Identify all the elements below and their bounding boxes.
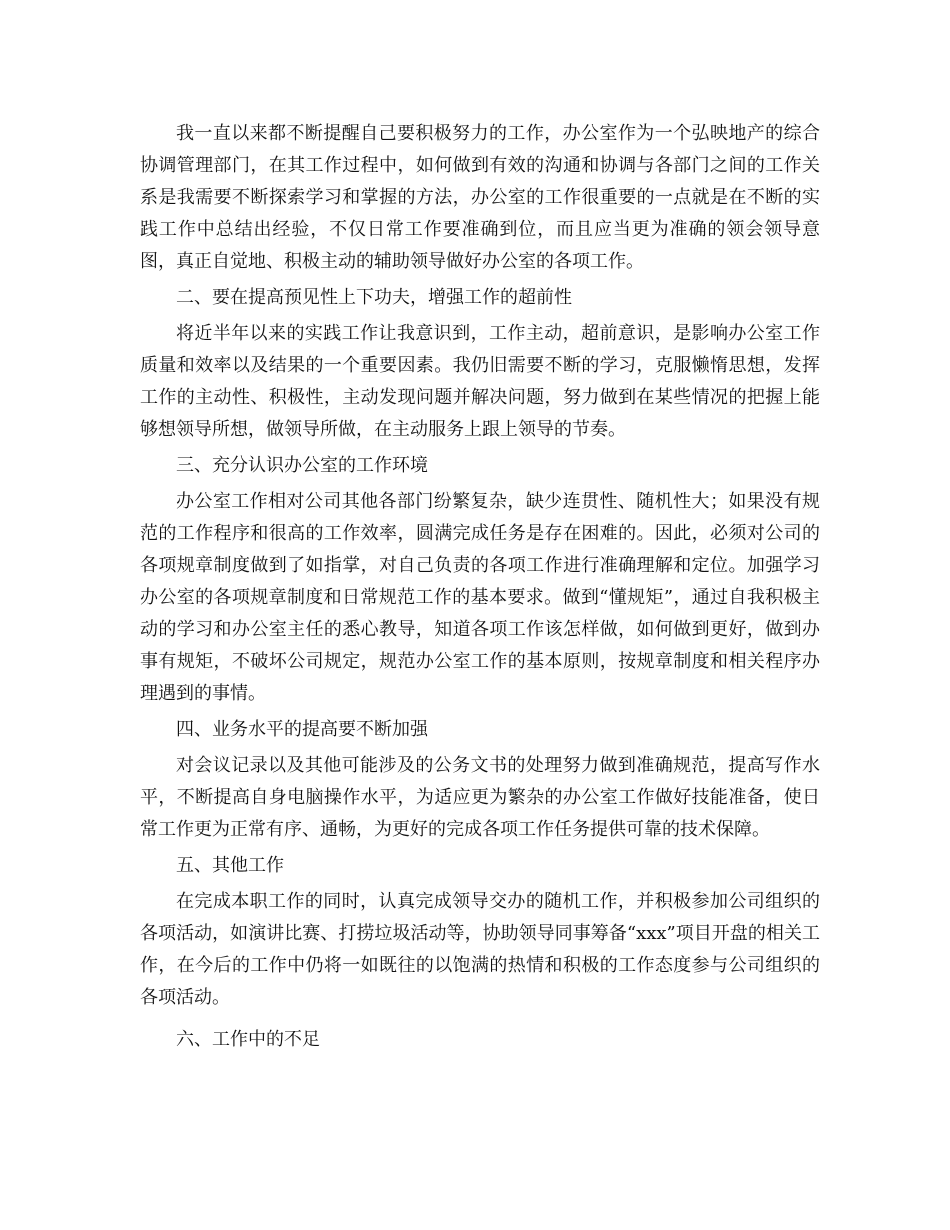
paragraph-4: 对会议记录以及其他可能涉及的公务文书的处理努力做到准确规范，提高写作水平，不断提高自身电脑操作水平，为适应更为繁杂的办公室工作做好技能准备，使日常工作更为正常有序、通畅，为更好的完成各项工作任务提供可靠的技术保障。 — [140, 755, 820, 840]
section-heading-4: 四、业务水平的提高要不断加强 — [176, 719, 428, 740]
section-heading-2: 二、要在提高预见性上下功夫，增强工作的超前性 — [176, 287, 572, 308]
section-heading-6: 六、工作中的不足 — [176, 1029, 320, 1050]
section-heading-3: 三、充分认识办公室的工作环境 — [176, 455, 428, 476]
paragraph-1: 我一直以来都不断提醒自己要积极努力的工作，办公室作为一个弘映地产的综合协调管理部门，在其工作过程中，如何做到有效的沟通和协调与各部门之间的工作关系是我需要不断探索学习和掌握的方法，办公室的工作很重要的一点就是在不断的实践工作中总结出经验，不仅日常工作要准确到位，而且应当更为准确的领会领导意图，真正自觉地、积极主动的辅助领导做好办公室的各项工作。 — [140, 123, 820, 272]
paragraph-5: 在完成本职工作的同时，认真完成领导交办的随机工作，并积极参加公司组织的各项活动，如演讲比赛、打捞垃圾活动等，协助领导同事筹备“xxx”项目开盘的相关工作，在今后的工作中仍将一如既往的以饱满的热情和积极的工作态度参与公司组织的各项活动。 — [140, 891, 820, 1008]
section-heading-5: 五、其他工作 — [176, 855, 284, 876]
paragraph-2: 将近半年以来的实践工作让我意识到，工作主动，超前意识，是影响办公室工作质量和效率以及结果的一个重要因素。我仍旧需要不断的学习，克服懒惰思想，发挥工作的主动性、积极性，主动发现问题并解决问题，努力做到在某些情况的把握上能够想领导所想，做领导所做，在主动服务上跟上领导的节奏。 — [140, 323, 820, 440]
document-body — [140, 118, 820, 1060]
paragraph-3: 办公室工作相对公司其他各部门纷繁复杂，缺少连贯性、随机性大；如果没有规范的工作程序和很高的工作效率，圆满完成任务是存在困难的。因此，必须对公司的各项规章制度做到了如指掌，对自己负责的各项工作进行准确理解和定位。加强学习办公室的各项规章制度和日常规范工作的基本要求。做到“懂规矩”，通过自我积极主动的学习和办公室主任的悉心教导，知道各项工作该怎样做，如何做到更好，做到办事有规矩，不破坏公司规定，规范办公室工作的基本原则，按规章制度和相关程序办理遇到的事情。 — [140, 491, 820, 704]
